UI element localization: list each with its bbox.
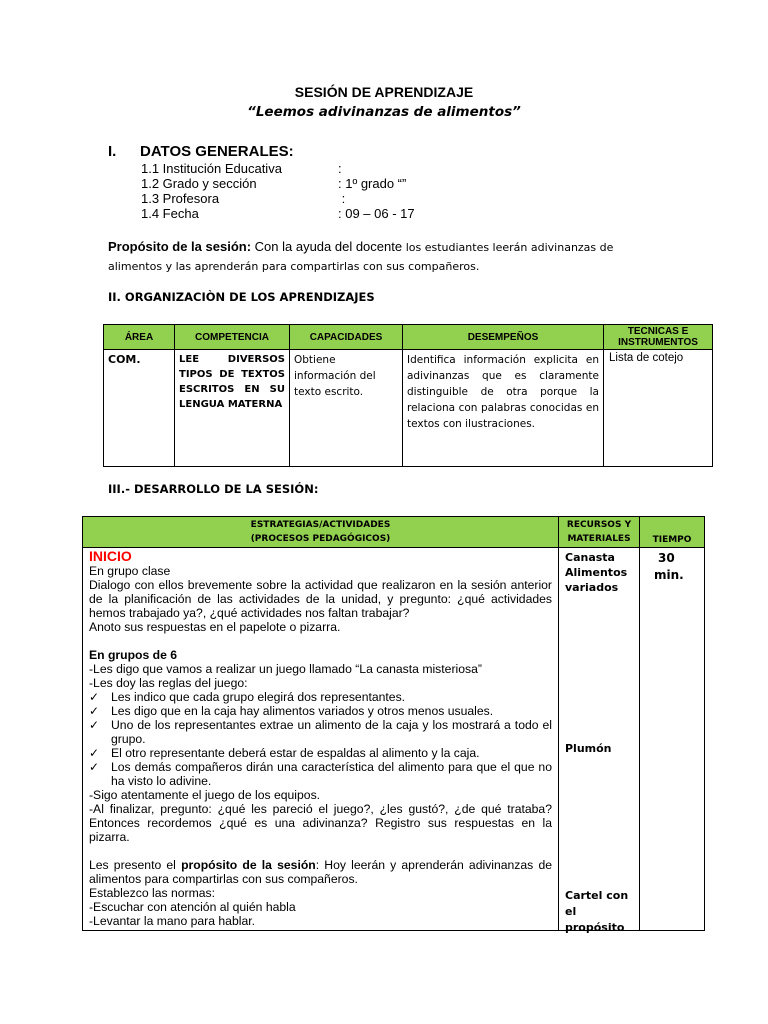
check-text: Los demás compañeros dirán una característica del alimento para que el que no ha visto lo adivine. [111,760,552,788]
datos-row-fecha [141,206,415,221]
check-item [89,746,552,760]
row-value: : 09 – 06 - 17 [338,206,415,221]
datos-row-profesora [141,191,345,206]
cell-estrategias [83,548,559,931]
datos-generales-heading [108,143,294,160]
text: : Hoy leerán y aprenderán adivinanzas de alimentos para compartirlas con sus compañeros. [89,858,552,886]
cartel-line: el [565,905,577,918]
session-subtitle: “Leemos adivinanzas de alimentos” [247,104,521,120]
document-title: SESIÓN DE APRENDIZAJE [294,84,474,100]
table-row [104,350,713,467]
header-tecnicas: TECNICAS E INSTRUMENTOS [604,325,713,350]
proposito-paragraph [108,238,668,276]
recurso-alimentos: variados [565,581,619,594]
organizacion-heading: II. ORGANIZACIÒN DE LOS APRENDIZAJES [108,290,375,304]
paragraph: -Escuchar con atención al quién habla [89,900,296,914]
section-number: I. [108,143,117,160]
proposito-text-b: los estudiantes leerán adivinanzas de alimentos y las aprenderán para compartirlas con sus compañeros. [108,241,614,273]
row-value: : [338,161,342,176]
check-text: Uno de los representantes extrae un alimento de la caja y los mostrará a todo el grupo. [111,718,552,746]
proposito-paragraph [89,858,552,886]
cell-recursos [559,548,640,934]
proposito-bold: propósito de la sesión [181,858,316,872]
desarrollo-heading: III.- DESARROLLO DE LA SESIÓN: [108,482,319,496]
checkmark-icon: ✓ [89,718,100,732]
check-text: El otro representante deberá estar de espaldas al alimento y la caja. [111,746,480,760]
header-desempenos: DESEMPEÑOS [403,325,604,350]
table-row [83,548,705,931]
cell-competencia: LEE DIVERSOS TIPOS DE TEXTOS ESCRITOS EN SU LENGUA MATERNA [175,350,290,467]
desarrollo-table [82,516,705,934]
header-estrategias [83,517,559,548]
tiempo-value: 30 [658,551,675,565]
paragraph: -Les doy las reglas del juego: [89,676,248,690]
row-value: : 1º grado “” [338,176,407,191]
paragraph: -Les digo que vamos a realizar un juego llamado “La canasta misteriosa” [89,662,482,676]
cell-area: COM. [104,350,175,467]
header-estrategias-line2: (PROCESOS PEDAGÓGICOS) [250,534,391,544]
recurso-plumon: Plumón [565,742,612,755]
cell-desempenos: Identifica información explicita en adivinanzas que es claramente distinguible de otra porque la relaciona con palabras conocidas en textos con ilustraciones. [403,350,604,467]
datos-row-institucion [141,161,342,176]
recurso-alimentos: Alimentos [565,566,628,579]
recurso-cartel [565,888,628,936]
paragraph: En grupo clase [89,564,171,578]
paragraph: Establezco las normas: [89,886,215,900]
row-label: 1.4 Fecha [141,206,199,221]
check-text: Les indico que cada grupo elegirá dos representantes. [111,690,406,704]
proposito-label: Propósito de la sesión: [108,239,252,254]
cell-tecnicas: Lista de cotejo [604,350,713,467]
header-tiempo: TIEMPO [640,517,705,548]
header-area: ÁREA [104,325,175,350]
cartel-line: propósito [565,921,625,934]
proposito-text-a: Con la ayuda del docente [251,239,406,254]
cell-tiempo [640,548,705,931]
table-header-row [104,325,713,350]
row-label: 1.1 Institución Educativa [141,161,282,176]
header-recursos [559,517,640,548]
tiempo-unit: min. [654,568,684,582]
header-estrategias-line1: ESTRATEGIAS/ACTIVIDADES [250,520,391,530]
header-capacidades: CAPACIDADES [290,325,403,350]
checkmark-icon: ✓ [89,690,100,704]
checkmark-icon: ✓ [89,746,100,760]
check-item [89,690,552,704]
paragraph: -Levantar la mano para hablar. [89,914,255,928]
paragraph: -Sigo atentamente el juego de los equipos. [89,788,321,802]
organizacion-table [103,324,713,467]
cell-capacidades: Obtiene información del texto escrito. [290,350,403,467]
inicio-label: INICIO [89,548,132,564]
checkmark-icon: ✓ [89,760,100,774]
checkmark-icon: ✓ [89,704,100,718]
section-title: DATOS GENERALES: [140,143,294,160]
paragraph: -Al finalizar, pregunto: ¿qué les pareció el juego?, ¿les gustó?, ¿de qué trataba? Entonces recordemos ¿qué es una adivinanza? Registro sus respuestas en la pizarra. [89,802,552,844]
paragraph: Dialogo con ellos brevemente sobre la actividad que realizaron en la sesión anterior de la planificación de las actividades de la unidad, y pregunto: ¿qué actividades hemos trabajado ya?, ¿qué actividades nos faltan trabajar? [89,578,552,620]
check-item [89,704,552,718]
text: Les presento el [89,858,182,872]
datos-row-grado [141,176,406,191]
cartel-line: Cartel con [565,889,629,902]
header-competencia: COMPETENCIA [175,325,290,350]
row-value: : [338,191,346,206]
recurso-canasta: Canasta [565,551,615,564]
paragraph: Anoto sus respuestas en el papelote o pizarra. [89,620,341,634]
header-recursos-line2: MATERIALES [567,534,631,544]
check-item [89,760,552,788]
table-header-row [83,517,705,548]
check-item [89,718,552,746]
row-label: 1.2 Grado y sección [141,176,257,191]
grupos-label: En grupos de 6 [89,648,178,662]
header-recursos-line1: RECURSOS Y [566,520,632,530]
row-label: 1.3 Profesora [141,191,220,206]
check-text: Les digo que en la caja hay alimentos variados y otros menos usuales. [111,704,494,718]
